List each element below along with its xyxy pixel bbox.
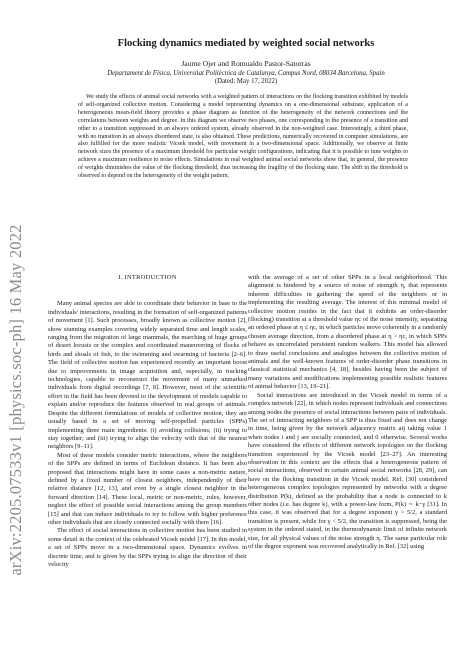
paper-affiliation: Departament de Física, Universitat Politècnica de Catalunya, Campus Nord, 08034 Barcelona, Spain [107, 70, 385, 77]
left-column [48, 274, 247, 569]
paragraph: Many animal species are able to coordinate their behavior in base to the individuals' interactions, resulting in the formation of self-organized patterns of movement [1]. Such processes, broadly known as collective motion [2], show stunning examples covering widely separated time and length scales, ranging from the migration of large mammals, the marching of huge groups of desert locusts or the complex and coordinated maneuvering of flocks of birds and shoals of fish, to the swimming and swarming of bacteria [2–6]. The field of collective motion has experienced recently an important boost due to improvements in image acquisition and, especially, in tracking technologies, capable to reconstruct the movement of many unmarked individuals from digital recordings [7, 8]. However, most of the scientific effort in the field has been devoted to the development of models capable to explain and/or reproduce the features observed in real groups of animals. Despite the different formulations of models of collective motion, they are usually based in a set of moving self-propelled particles (SPPs) implementing three main ingredients: (i) avoiding collisions; (ii) trying to stay together; and (iii) trying to align the velocity with that of the nearest neighbors [9–11]. [48, 300, 247, 451]
arxiv-sidebar-stamp [5, 210, 27, 590]
arxiv-id: arXiv:2205.07533v1 [physics.soc-ph] 16 May 2022 [6, 224, 25, 576]
paper-date: (Dated: May 17, 2022) [214, 78, 278, 85]
paper-header [40, 38, 452, 85]
paragraph: with the average of a set of other SPPs in a local neighborhood. This alignment is hindered by a source of noise of strength η, that represents inherent difficulties in gathering the speed of the neighbors or in implementing the resulting average. The interest of this minimal model of collective motion resides in the fact that it exhibits an order-disorder (flocking) transition at a threshold value ηc of the noise intensity, separating an ordered phase at η ≤ ηc, in which particles move coherently in a randomly chosen average direction, from a disordered phase at η > ηc, in which SPPs behave as uncorrelated persistent random walkers. This model has allowed to draw useful conclusions and analogies between the collective motion of animals and the well-known features of order-disorder phase transitions in classical statistical mechanics [4, 18], besides having been the subject of many variations and modifications implementing possible realistic features of animal behavior [13, 19–21]. [248, 274, 447, 391]
section-heading: I. INTRODUCTION [118, 274, 177, 281]
right-column [248, 274, 447, 551]
paragraph: Most of these models consider metric interactions, where the neighbors of the SPPs are defined in terms of Euclidean distance. It has been also proposed that interactions might have in some cases a non-metric nature, defined by a fixed number of closest neighbors, independently of their relative distance [12, 13], and even by a single closest neighbor in the forward direction [14]. These local, metric or non-metric, rules, however, neglect the effect of possible social interactions among the group members [15] and that can induce individuals to try to follow with higher preference other individuals that are closely connected socially with them [16]. [48, 451, 247, 526]
paper-authors: Jaume Ojer and Romualdo Pastor-Satorras [181, 59, 311, 68]
paragraph: The effect of social interactions in collective motion has been studied in some detail in the context of the celebrated Vicsek model [17]. In this model, a set of SPPs move in a two-dimensional space. Dynamics evolves in discrete time, and is given by the SPPs trying to align the direction of their velocity [48, 527, 247, 568]
abstract: We study the effects of animal social networks with a weighted pattern of interactions on the flocking transition exhibited by models of self-organized collective motion. Considering a model representing dynamics on a one-dimensional substrate, application of a heterogeneous mean-field theory provides a phase diagram as function of the heterogeneity of the network connections and the correlations between weights and degree. In this diagram we observe two phases, one corresponding to the presence of a transition and other to a transition suppressed in an always ordered system, already observed in the non-weighted case. Interestingly, a third phase, with no transition in an always disordered state, is also obtained. These predictions, numerically recovered in computer simulations, are also fulfilled for the more realistic Vicsek model, with movement in a two-dimensional space. Additionally, we observe at finite network sizes the presence of a maximum threshold for particular weight configurations, indicating that it is possible to tune weights to achieve a maximum resilience to noise effects. Simulations in real weighted animal social networks show that, in general, the presence of weights diminishes the value of the flocking threshold, thus increasing the fragility of the flocking state. The shift in the threshold is observed to depend on the heterogeneity of the weight pattern. [78, 94, 408, 180]
paper-title: Flocking dynamics mediated by weighted social networks [117, 38, 375, 49]
paragraph: Social interactions are introduced in the Vicsek model in terms of a complex network [22], in which nodes represent individuals and connections among nodes the presence of social interactions between pairs of individuals. The set of interacting neighbors of a SPP is thus fixed and does not change in time, being given by the network adjacency matrix aij taking value 1 when nodes i and j are socially connected, and 0 otherwise. Several works have considered the effects of different network topologies on the flocking transition experienced by the Vicsek model [23–27]. An interesting observation in this context are the effects that a heterogeneous pattern of social interactions, observed in certain animal social networks [28, 29], can have on the flocking transition in the Vicsek model. Ref. [30] considered heterogeneous complex topologies represented by networks with a degree distribution P(k), defined as the probability that a node is connected to k other nodes (i.e. has degree k), with a power-law form, P(k) ∼ k−γ [31]. In this case, it was observed that for a degree exponent γ > 5/2, a standard transition is present, while for γ < 5/2, the transition is suppressed, being the system in the ordered stated, in the thermodynamic limit of infinite network size, for all physical values of the noise strength η. The same particular role of the degree exponent was recovered analytically in Ref. [32] using [248, 391, 447, 550]
